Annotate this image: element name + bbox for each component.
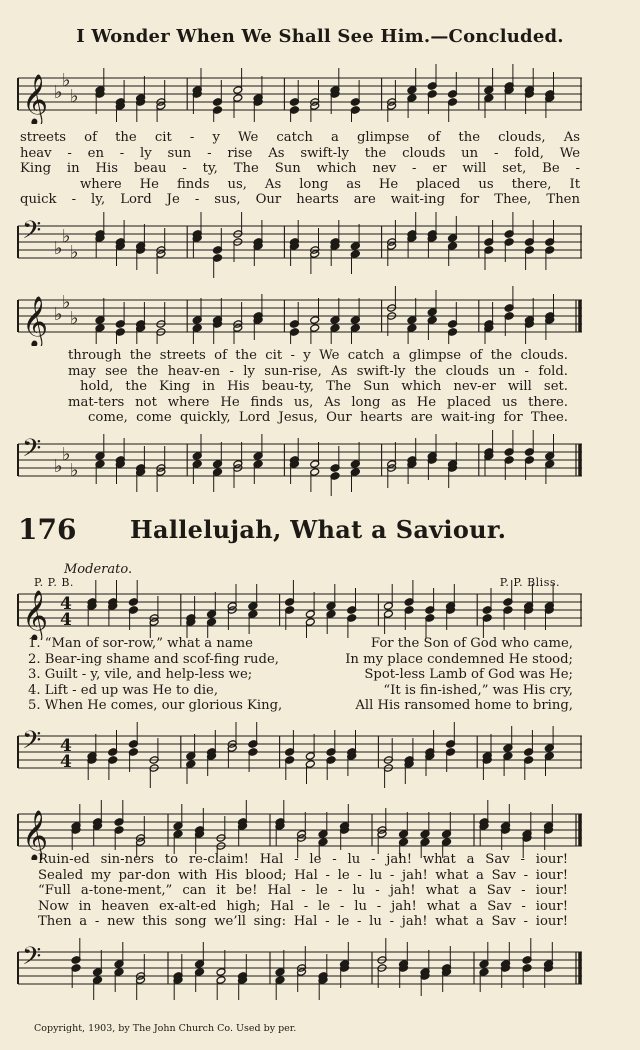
music-credit: P. P. Bliss. [499, 576, 560, 589]
lyrics-block-2 [68, 348, 568, 426]
verse-line: 3. Guilt - y, vile, and help-less we; Spot-less Lamb of God was He; [28, 667, 573, 683]
time-signature-bottom: 4 [60, 752, 72, 772]
lyric-line: through the streets of the cit - y We catch a glimpse of the clouds. [68, 348, 568, 363]
staff-treble-system3 [14, 580, 584, 640]
staff-bass-system3 [14, 722, 584, 792]
lyric-line: may see the heav-en - ly sun-rise, As swift-ly the clouds un - fold. [68, 363, 568, 379]
treble-clef-icon: 𝄞 [22, 810, 49, 860]
verse-line: 4. Lift - ed up was He to die, “It is fin-ished,” was His cry, [28, 682, 573, 698]
treble-clef-icon: 𝄞 [22, 296, 49, 346]
flat-icon: ♭ [62, 292, 71, 313]
flat-icon: ♭ [62, 70, 71, 91]
treble-clef-icon: 𝄞 [22, 590, 49, 640]
staff-treble-system2 [14, 286, 584, 346]
time-signature-top: 4 [60, 594, 72, 614]
flat-icon: ♭ [54, 238, 63, 259]
verse-line: Sealed my par-don with His blood; Hal - le - lu - jah! what a Sav - iour! [38, 867, 568, 883]
time-signature-bottom: 4 [60, 610, 72, 630]
staff-bass-system4 [14, 938, 584, 1010]
continued-hymn-title: I Wonder When We Shall See Him.—Concluded. [76, 26, 564, 47]
flat-icon: ♭ [62, 444, 71, 465]
hymn-number: 176 [18, 513, 77, 546]
lyric-line: heav - en - ly sun - rise As swift-ly the clouds un - fold, We [20, 145, 580, 161]
bass-clef-icon: 𝄢 [22, 726, 42, 761]
lyric-line: come, come quickly, Lord Jesus, Our hearts are wait-ing for Thee. [88, 410, 568, 426]
flat-icon: ♭ [54, 456, 63, 477]
copyright-notice: Copyright, 1903, by The John Church Co. Used by per. [34, 1023, 297, 1034]
flat-icon: ♭ [70, 308, 79, 329]
bass-clef-icon: 𝄢 [22, 434, 42, 469]
verse-line: “Full a-tone-ment,” can it be! Hal - le - lu - jah! what a Sav - iour! [38, 883, 568, 899]
verse-line: 2. Bear-ing shame and scof-fing rude, In my place condemned He stood; [28, 651, 573, 667]
lyric-line: mat-ters not where He finds us, As long as He placed us there. [68, 394, 568, 410]
lyric-line: hold, the King in His beau-ty, The Sun which nev-er will set. [80, 379, 568, 395]
flat-icon: ♭ [54, 82, 63, 103]
tempo-marking: Moderato. [64, 562, 133, 577]
staff-treble-system1 [14, 64, 584, 124]
verses-block-2 [38, 852, 568, 930]
time-signature-top: 4 [60, 736, 72, 756]
lyric-line: streets of the cit - y We catch a glimpse of the clouds, As [20, 130, 580, 145]
flat-icon: ♭ [54, 304, 63, 325]
hymn-title: Hallelujah, What a Saviour. [130, 515, 507, 544]
verse-line: Now in heaven ex-alt-ed high; Hal - le - lu - jah! what a Sav - iour! [38, 898, 568, 914]
verse-line: 1. “Man of sor-row,” what a name For the Son of God who came, [28, 636, 573, 651]
verse-line: 5. When He comes, our glorious King, All His ransomed home to bring, [28, 698, 573, 714]
staff-bass-system2 [14, 430, 584, 506]
lyric-line: King in His beau - ty, The Sun which nev - er will set, Be - [20, 161, 580, 177]
verses-block-1 [28, 636, 573, 714]
bass-clef-icon: 𝄢 [22, 942, 42, 977]
flat-icon: ♭ [62, 226, 71, 247]
verse-line: Then a - new this song we’ll sing: Hal - le - lu - jah! what a Sav - iour! [38, 914, 568, 930]
words-credit: P. P. B. [34, 576, 74, 589]
staff-bass-system1 [14, 212, 584, 292]
lyrics-block-1 [20, 130, 580, 208]
flat-icon: ♭ [70, 242, 79, 263]
flat-icon: ♭ [70, 86, 79, 107]
staff-treble-system4 [14, 800, 584, 860]
treble-clef-icon: 𝄞 [22, 74, 49, 124]
lyric-line: where He finds us, As long as He placed us there, It [80, 176, 580, 192]
lyric-line: quick - ly, Lord Je - sus, Our hearts are wait-ing for Thee, Then [20, 192, 580, 208]
bass-clef-icon: 𝄢 [22, 216, 42, 251]
verse-line: Ruin-ed sin-ners to re-claim! Hal - le - lu - jah! what a Sav - iour! [38, 852, 568, 867]
flat-icon: ♭ [70, 460, 79, 481]
